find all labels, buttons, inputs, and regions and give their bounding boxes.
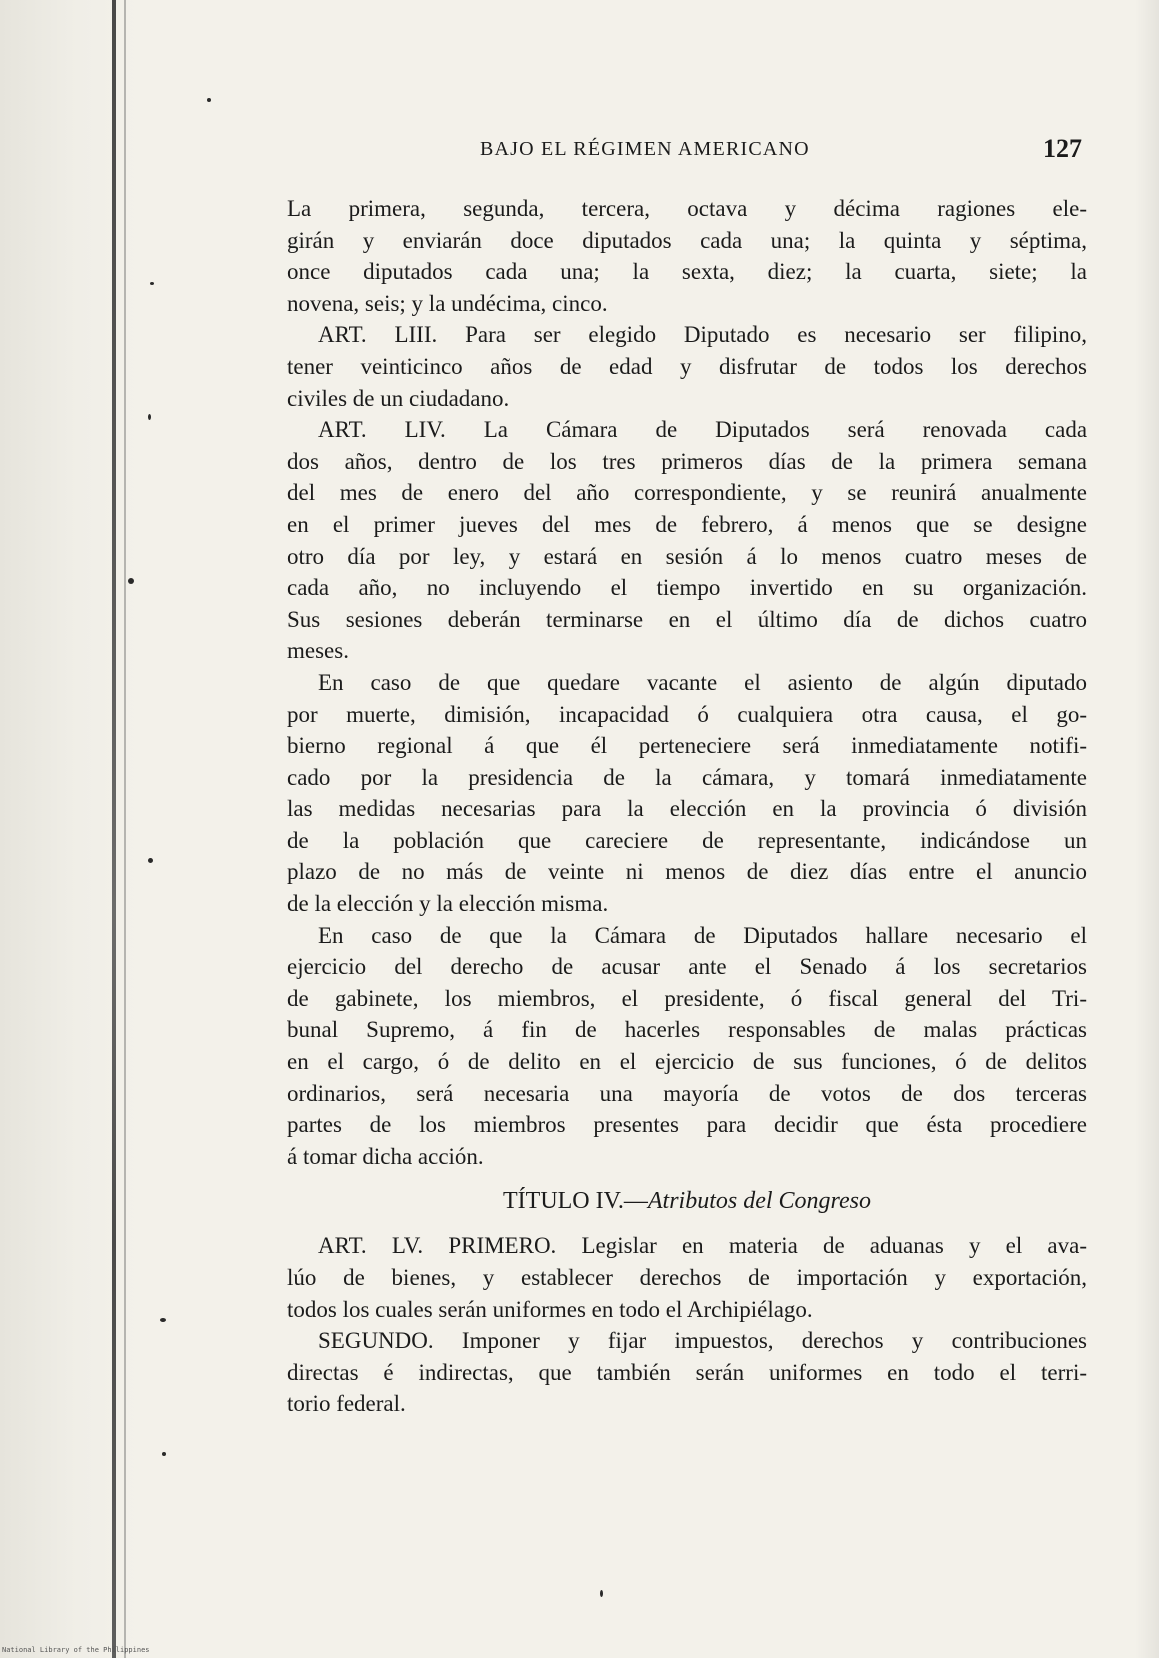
- text-run: Imponer y fijar impuestos, derechos y contribuciones: [461, 1328, 1087, 1354]
- scan-speck: [128, 578, 134, 584]
- text-line: de la población que careciere de representante, indicándose un: [287, 827, 1087, 853]
- text-line: por muerte, dimisión, incapacidad ó cualquiera otra causa, el go-: [287, 701, 1087, 727]
- clause-label: PRIMERO.: [448, 1233, 557, 1259]
- text-line: La primera, segunda, tercera, octava y décima ragiones ele-: [287, 196, 1087, 221]
- text-line: ejercicio del derecho de acusar ante el Senado á los secretarios: [287, 954, 1087, 980]
- text-line: cada año, no incluyendo el tiempo invertido en su organización.: [287, 575, 1087, 601]
- text-line: once diputados cada una; la sexta, diez; la cuarta, siete; la: [287, 259, 1087, 285]
- text-line: En caso de que quedare vacante el asiento de algún diputado: [318, 669, 1087, 695]
- book-binding-edge: [0, 0, 140, 1658]
- article-53-first-line: [287, 319, 1087, 351]
- page-header: [287, 134, 1087, 174]
- article-label: ART. LIV.: [318, 417, 446, 443]
- binding-shadow-line-secondary: [124, 0, 126, 1658]
- text-run: Legislar en materia de aduanas y el ava-: [581, 1233, 1088, 1259]
- text-line: á tomar dicha acción.: [287, 1143, 484, 1169]
- text-line: En caso de que la Cámara de Diputados hallare necesario el: [318, 922, 1087, 948]
- text-line: plazo de no más de veinte ni menos de diez días entre el anuncio: [287, 859, 1087, 885]
- text-line: bierno regional á que él perteneciere será inmediatamente notifi-: [287, 733, 1087, 759]
- article-55-first-line: [287, 1230, 1087, 1262]
- text-line: Sus sesiones deberán terminarse en el último día de dichos cuatro: [287, 606, 1087, 632]
- text-line: partes de los miembros presentes para decidir que ésta procediere: [287, 1112, 1087, 1138]
- body-text: [287, 193, 1087, 1420]
- spacer: [287, 1172, 1087, 1180]
- text-line: cado por la presidencia de la cámara, y tomará inmediatamente: [287, 764, 1087, 790]
- text-line: todos los cuales serán uniformes en todo el Archipiélago.: [287, 1296, 813, 1322]
- text-line: civiles de un ciudadano.: [287, 385, 510, 411]
- title-name: Atributos del Congreso: [647, 1188, 871, 1215]
- spacer: [287, 1222, 1087, 1230]
- text-line: las medidas necesarias para la elección en la provincia ó división: [287, 796, 1087, 822]
- text-line: bunal Supremo, á fin de hacerles responsables de malas prácticas: [287, 1017, 1087, 1043]
- segundo-first-line: [287, 1325, 1087, 1357]
- text-line: de la elección y la elección misma.: [287, 891, 609, 917]
- text-line: en el cargo, ó de delito en el ejercicio de sus funciones, ó de delitos: [287, 1049, 1087, 1075]
- text-line: novena, seis; y la undécima, cinco.: [287, 290, 608, 316]
- clause-label: SEGUNDO.: [318, 1328, 434, 1354]
- title-label: TÍTULO IV.—: [503, 1188, 648, 1215]
- text-line: lúo de bienes, y establecer derechos de importación y exportación,: [287, 1265, 1087, 1290]
- text-run: La Cámara de Diputados será renovada cada: [483, 417, 1088, 443]
- text-run: Para ser elegido Diputado es necesario ser filipino,: [465, 322, 1087, 348]
- text-line: girán y enviarán doce diputados cada una; la quinta y séptima,: [287, 227, 1087, 253]
- text-line: del mes de enero del año correspondiente, y se reunirá anualmente: [287, 480, 1087, 506]
- page-number: 127: [1043, 134, 1082, 163]
- text-line: otro día por ley, y estará en sesión á lo menos cuatro meses de: [287, 543, 1087, 569]
- text-line: meses.: [287, 638, 349, 664]
- binding-shadow-line: [112, 0, 116, 1658]
- text-line: tener veinticinco años de edad y disfrutar de todos los derechos: [287, 353, 1087, 379]
- text-line: de gabinete, los miembros, el presidente, ó fiscal general del Tri-: [287, 985, 1087, 1011]
- text-line: en el primer jueves del mes de febrero, á menos que se designe: [287, 511, 1087, 537]
- text-line: dos años, dentro de los tres primeros días de la primera semana: [287, 448, 1087, 474]
- section-title: [287, 1180, 1087, 1222]
- running-title: BAJO EL RÉGIMEN AMERICANO: [480, 138, 810, 160]
- scan-speck: [148, 858, 153, 863]
- text-line: ordinarios, será necesaria una mayoría de votos de dos terceras: [287, 1080, 1087, 1106]
- scan-speck: [150, 282, 154, 285]
- text-line: torio federal.: [287, 1391, 406, 1417]
- scan-speck: [600, 1590, 603, 1597]
- article-54-first-line: [287, 414, 1087, 446]
- scan-speck: [148, 414, 151, 420]
- scan-speck: [160, 1318, 166, 1322]
- scan-speck: [162, 1452, 166, 1456]
- text-line: directas é indirectas, que también serán uniformes en todo el terri-: [287, 1359, 1087, 1385]
- article-label: ART. LV.: [318, 1233, 424, 1259]
- page-right-edge: [1135, 0, 1159, 1658]
- scan-speck: [207, 98, 211, 102]
- article-label: ART. LIII.: [318, 322, 438, 348]
- scan-credit: National Library of the Philippines: [2, 1646, 150, 1654]
